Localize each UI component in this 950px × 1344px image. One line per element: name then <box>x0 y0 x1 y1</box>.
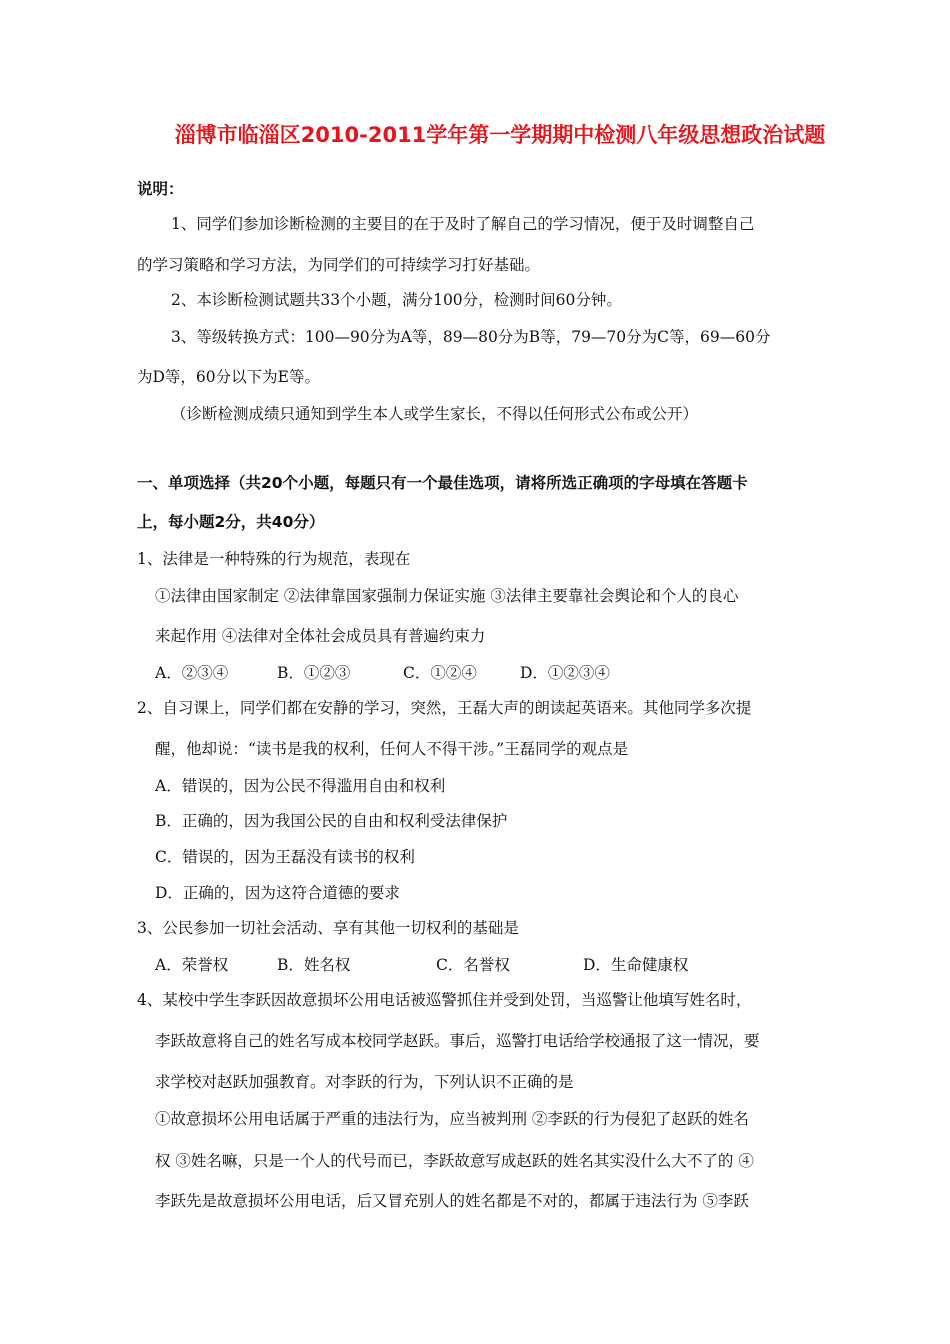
question-2-stem: 醒，他却说：“读书是我的权利，任何人不得干涉。”王磊同学的观点是 <box>155 740 629 758</box>
question-1-option-a: A．②③④ <box>155 664 229 682</box>
question-4-stem: 求学校对赵跃加强教育。对李跃的行为，下列认识不正确的是 <box>155 1073 574 1091</box>
question-4-line: 李跃先是故意损坏公用电话，后又冒充别人的姓名都是不对的，都属于违法行为 ⑤李跃 <box>155 1192 749 1210</box>
question-3-option-b: B．姓名权 <box>277 956 351 974</box>
question-3-option-d: D．生命健康权 <box>583 956 689 974</box>
intro-line: 1、同学们参加诊断检测的主要目的在于及时了解自己的学习情况，便于及时调整自己 <box>171 215 755 233</box>
document-title: 淄博市临淄区2010-2011学年第一学期期中检测八年级思想政治试题 <box>174 123 826 147</box>
question-1-option-c: C．①②④ <box>403 664 477 682</box>
question-1-option-d: D．①②③④ <box>520 664 610 682</box>
question-1-stem: 1、法律是一种特殊的行为规范，表现在 <box>137 550 411 568</box>
intro-line: 为D等，60分以下为E等。 <box>137 368 320 386</box>
question-1-line: ①法律由国家制定 ②法律靠国家强制力保证实施 ③法律主要靠社会舆论和个人的良心 <box>155 587 739 605</box>
intro-line: 2、本诊断检测试题共33个小题，满分100分，检测时间60分钟。 <box>171 291 622 309</box>
question-4-line: 权 ③姓名嘛，只是一个人的代号而已，李跃故意写成赵跃的姓名其实没什么大不了的 ④ <box>155 1152 754 1170</box>
question-1-option-b: B．①②③ <box>277 664 351 682</box>
question-2-option-b: B．正确的，因为我国公民的自由和权利受法律保护 <box>155 812 508 830</box>
question-2-stem: 2、自习课上，同学们都在安静的学习，突然，王磊大声的朗读起英语来。其他同学多次提 <box>137 699 752 717</box>
question-4-stem: 李跃故意将自己的姓名写成本校同学赵跃。事后，巡警打电话给学校通报了这一情况，要 <box>155 1032 760 1050</box>
question-2-option-a: A．错误的，因为公民不得滥用自由和权利 <box>155 777 446 795</box>
question-1-line: 来起作用 ④法律对全体社会成员具有普遍约束力 <box>155 627 486 645</box>
question-4-line: ①故意损坏公用电话属于严重的违法行为，应当被判刑 ②李跃的行为侵犯了赵跃的姓名 <box>155 1110 749 1128</box>
intro-line: 的学习策略和学习方法，为同学们的可持续学习打好基础。 <box>137 256 541 274</box>
section-heading: 上，每小题2分，共40分） <box>137 513 325 531</box>
intro-line: 3、等级转换方式：100—90分为A等，89—80分为B等，79—70分为C等，69—60分 <box>171 328 771 346</box>
question-2-option-c: C．错误的，因为王磊没有读书的权利 <box>155 848 415 866</box>
intro-heading: 说明： <box>137 180 184 198</box>
question-4-stem: 4、某校中学生李跃因故意损坏公用电话被巡警抓住并受到处罚，当巡警让他填写姓名时， <box>137 991 752 1009</box>
intro-note: （诊断检测成绩只通知到学生本人或学生家长，不得以任何形式公布或公开） <box>171 405 699 423</box>
question-3-option-a: A．荣誉权 <box>155 956 229 974</box>
section-heading: 一、单项选择（共20个小题，每题只有一个最佳选项，请将所选正确项的字母填在答题卡 <box>137 474 748 492</box>
question-2-option-d: D．正确的，因为这符合道德的要求 <box>155 884 400 902</box>
question-3-stem: 3、公民参加一切社会活动、享有其他一切权利的基础是 <box>137 919 519 937</box>
question-3-option-c: C．名誉权 <box>436 956 510 974</box>
